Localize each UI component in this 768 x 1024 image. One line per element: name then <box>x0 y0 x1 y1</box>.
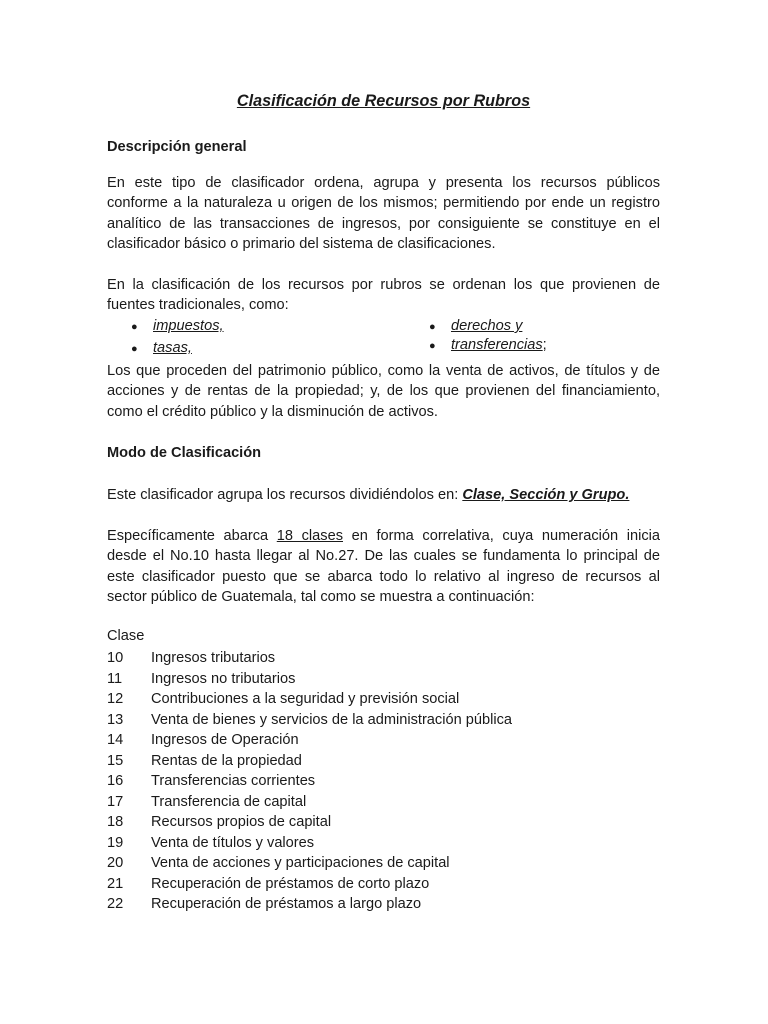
paragraph-fuentes: En la clasificación de los recursos por rubros se ordenan los que provienen de fuentes tradicionales, como: <box>107 277 660 314</box>
clase-row <box>107 812 660 833</box>
clase-number: 12 <box>107 691 124 707</box>
clase-row <box>107 853 660 874</box>
paragraph-agrupa: Este clasificador agrupa los recursos dividiéndolos en: Clase, Sección y Grupo. <box>107 487 630 503</box>
clase-name: Venta de acciones y participaciones de capital <box>151 855 450 871</box>
underlined-18-clases: 18 clases <box>276 528 343 544</box>
bullet-item-tasas: ● tasas, <box>131 340 192 356</box>
clase-name: Recursos propios de capital <box>151 814 332 830</box>
clase-list-label: Clase <box>107 628 145 644</box>
document-title: Clasificación de Recursos por Rubros <box>236 92 531 110</box>
clase-name: Contribuciones a la seguridad y previsión social <box>151 691 460 707</box>
clase-name: Venta de títulos y valores <box>151 834 315 851</box>
paragraph-descripcion: En este tipo de clasificador ordena, agrupa y presenta los recursos públicos conforme a la naturaleza u origen de los mismos; permitiendo por ende un registro analítico de las transacciones de ingresos, por consiguiente se constituye en el clasificador básico o primario del sistema de clasificaciones. <box>107 175 660 253</box>
clase-row <box>107 751 660 772</box>
clase-row <box>107 874 660 895</box>
clase-name: Ingresos no tributarios <box>151 670 296 687</box>
section-heading-descripcion: Descripción general <box>107 139 247 155</box>
clase-row <box>107 710 660 731</box>
clase-row <box>107 894 660 915</box>
bullet-item-derechos: ● derechos y <box>429 318 523 334</box>
bullet-item-impuestos: ● impuestos, <box>131 318 224 334</box>
clase-row <box>107 669 660 690</box>
clase-number: 19 <box>107 834 124 851</box>
bullet-icon: ● <box>131 321 138 333</box>
clase-list <box>107 648 660 915</box>
clase-number: 22 <box>107 896 124 912</box>
clase-number: 13 <box>107 711 124 728</box>
clase-name: Ingresos de Operación <box>151 732 299 748</box>
clase-row <box>107 648 660 669</box>
clase-row <box>107 730 660 751</box>
clase-number: 20 <box>107 855 124 871</box>
clase-number: 21 <box>107 875 124 892</box>
section-heading-modo: Modo de Clasificación <box>107 445 262 461</box>
clase-name: Transferencia de capital <box>151 793 307 810</box>
clase-name: Rentas de la propiedad <box>151 752 302 769</box>
clase-name: Venta de bienes y servicios de la administración pública <box>151 711 512 728</box>
clase-number: 15 <box>107 752 124 769</box>
clase-number: 16 <box>107 773 124 789</box>
clase-name: Ingresos tributarios <box>151 650 276 666</box>
bullet-item-transferencias: ● transferencias; <box>429 337 547 353</box>
paragraph-patrimonio: Los que proceden del patrimonio público, como la venta de activos, de títulos y de acciones y de rentas de la propiedad; y, de los que provienen del financiamiento, como el crédito público y la disminución de activos. <box>107 363 660 420</box>
bullet-icon: ● <box>429 340 436 352</box>
clase-row <box>107 792 660 813</box>
clase-name: Transferencias corrientes <box>151 773 316 789</box>
emphasis-clase-seccion-grupo: Clase, Sección y Grupo. <box>462 487 630 503</box>
clase-name: Recuperación de préstamos a largo plazo <box>151 896 422 912</box>
clase-row <box>107 833 660 854</box>
clase-row <box>107 771 660 792</box>
clase-row <box>107 689 660 710</box>
bullet-icon: ● <box>429 321 436 333</box>
clase-number: 18 <box>107 814 124 830</box>
clase-number: 11 <box>107 670 123 687</box>
bullet-icon: ● <box>131 343 138 355</box>
paragraph-abarca: Específicamente abarca 18 clases en forma correlativa, cuya numeración inicia desde el No.10 hasta llegar al No.27. De las cuales se fundamenta lo principal de este clasificador puesto que se abarca todo lo relativo al ingreso de recursos al sector público de Guatemala, tal como se muestra a continuación: <box>107 528 661 606</box>
clase-number: 17 <box>107 793 124 810</box>
clase-number: 14 <box>107 732 124 748</box>
clase-name: Recuperación de préstamos de corto plazo <box>151 875 430 892</box>
clase-number: 10 <box>107 650 124 666</box>
bullet-list-fuentes <box>107 316 660 360</box>
